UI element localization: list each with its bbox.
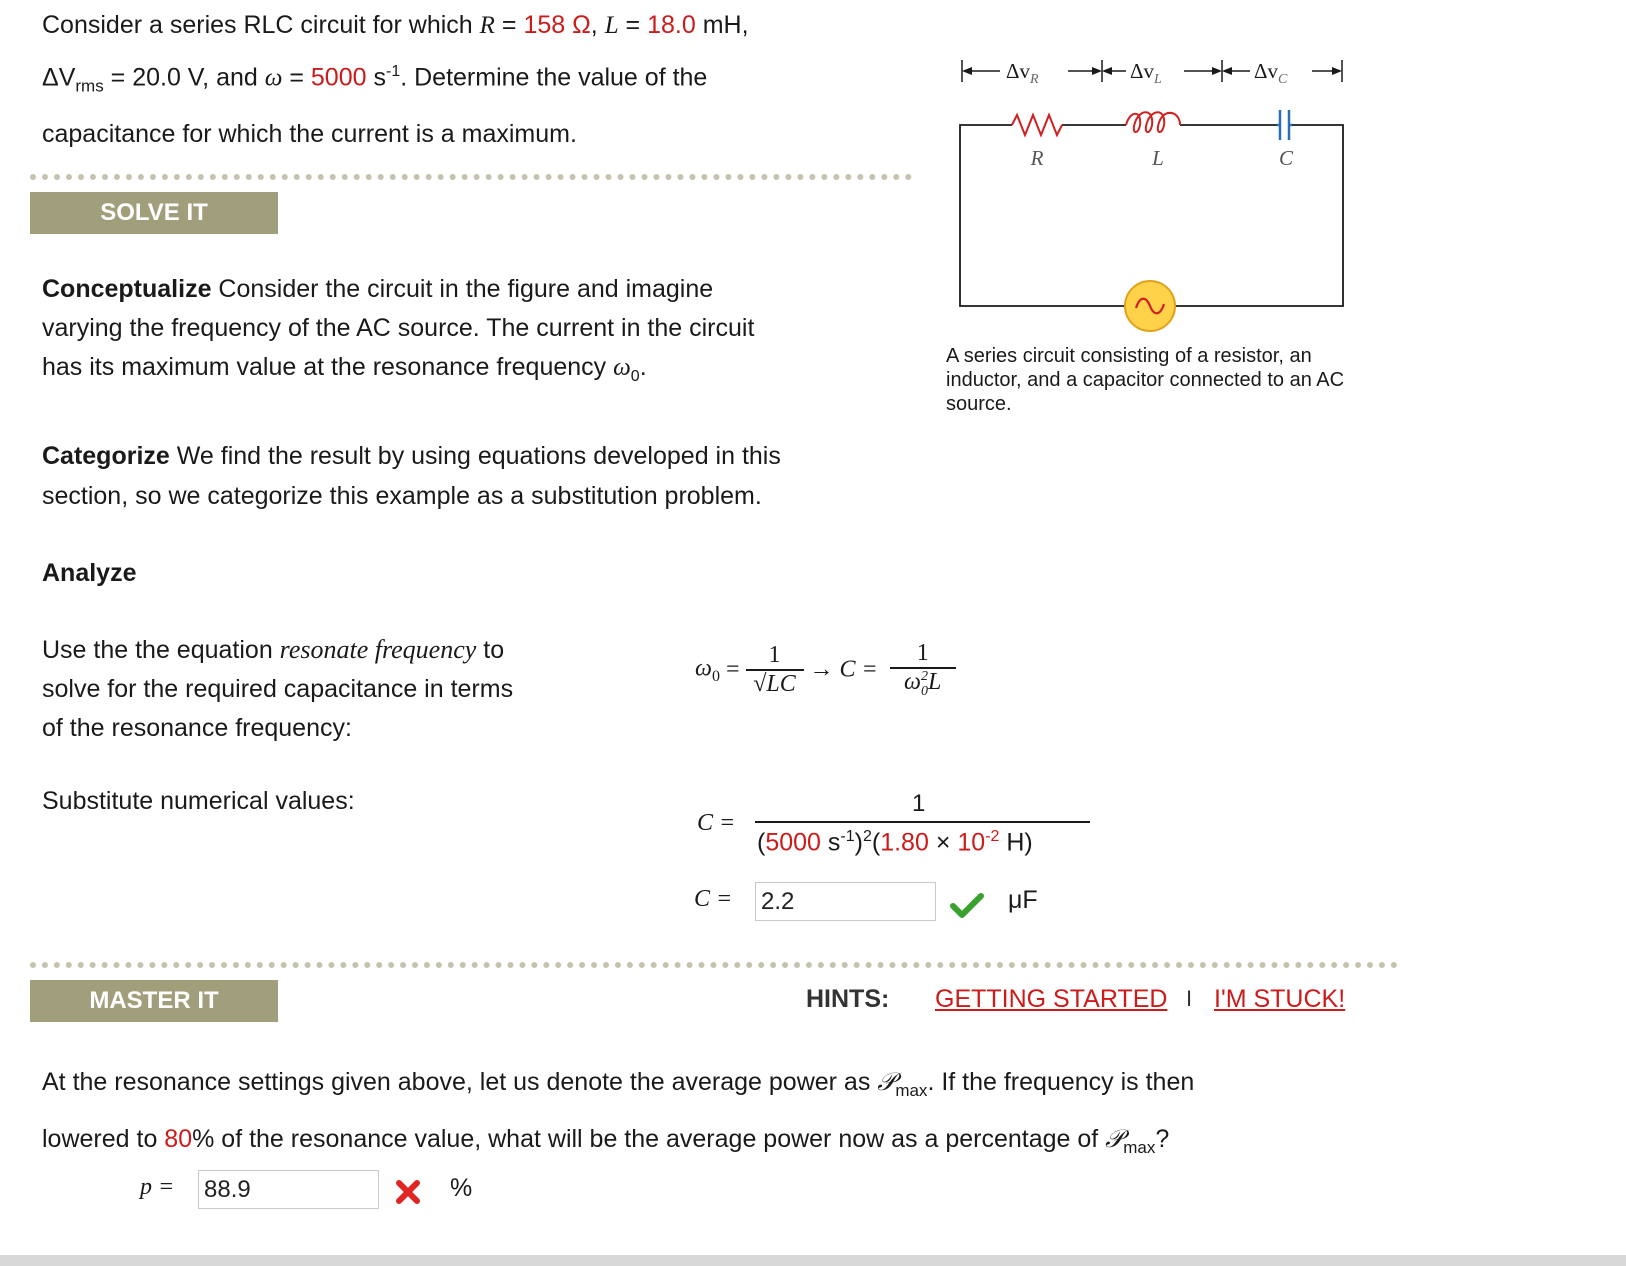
eq2-fraction-bar xyxy=(755,821,1090,823)
capacitor-label: C xyxy=(1278,146,1294,170)
figure-caption: A series circuit consisting of a resistor, an inductor, and a capacitor connected to an AC source. xyxy=(946,345,1345,415)
eq2-omega-value: 5000 xyxy=(765,828,821,857)
answer-c-label: C = xyxy=(694,886,733,912)
eq1-omega-subscript: 0 xyxy=(711,668,720,686)
answer-c-unit: μF xyxy=(1008,886,1038,914)
hints-label: HINTS: xyxy=(806,985,890,1013)
conceptualize-text: has its maximum value at the resonance frequency xyxy=(42,353,614,381)
eq2-l-value: 1.80 xyxy=(880,828,929,857)
power-subscript: max xyxy=(895,1081,928,1100)
omega0-symbol: ω xyxy=(613,354,631,381)
analyze-text: Use the the equation xyxy=(42,636,280,664)
eq1-den-sub: 0 xyxy=(921,683,928,699)
divider xyxy=(30,962,1398,968)
conceptualize-paragraph xyxy=(42,270,922,396)
eq2-power-exponent: -2 xyxy=(985,828,1000,845)
omega0-subscript: 0 xyxy=(630,368,640,385)
eq2-exponent: -1 xyxy=(840,828,855,845)
dv-symbol: ΔV xyxy=(42,63,76,92)
master-text: . If the frequency is then xyxy=(927,1068,1195,1096)
eq2-text: ( xyxy=(871,828,881,857)
conceptualize-text: Consider the circuit in the figure and imagine xyxy=(211,275,714,303)
equation-name: resonate frequency xyxy=(279,635,477,664)
eq1-denominator: √LC xyxy=(753,670,796,697)
omega-value: 5000 xyxy=(310,63,367,92)
resistor-icon xyxy=(1012,115,1062,135)
analyze-heading: Analyze xyxy=(42,559,137,587)
eq1-fraction-2 xyxy=(890,640,956,700)
eq2-text: ) xyxy=(854,828,863,857)
eq2-numerator: 1 xyxy=(912,790,926,817)
circuit-figure xyxy=(940,50,1370,340)
omega-exponent: -1 xyxy=(385,63,401,80)
analyze-line-1 xyxy=(42,630,642,670)
problem-line-2: $\Delta V_{rms} = 20.0$ V, and ω = 5000 $s^{-1}$. Determine the value of the xyxy=(42,63,708,96)
inductor-icon xyxy=(1126,112,1180,132)
master-it-header: MASTER IT xyxy=(30,980,278,1022)
circuit-diagram xyxy=(940,50,1370,340)
answer-p-label: p = xyxy=(140,1174,175,1200)
solve-it-header: SOLVE IT xyxy=(30,192,278,234)
capacitance-input[interactable]: 2.2 xyxy=(755,882,936,921)
master-text: lowered to xyxy=(42,1125,165,1153)
eq2-lhs: C = xyxy=(697,810,736,836)
l-symbol: L xyxy=(604,12,619,39)
inductor-label: L xyxy=(1152,146,1164,170)
l-unit: mH, xyxy=(702,11,749,39)
analyze-text: to xyxy=(476,636,505,664)
eq2-text: s xyxy=(820,828,841,857)
l-value: 18.0 xyxy=(647,11,696,39)
master-question xyxy=(42,1058,1602,1172)
analyze-instructions xyxy=(42,630,642,748)
master-line-2 xyxy=(42,1115,1602,1172)
eq1-den-l: L xyxy=(928,669,942,695)
resistor-label: R xyxy=(1030,146,1044,170)
omega-symbol: ω xyxy=(264,64,283,92)
substitute-text: Substitute numerical values: xyxy=(42,787,355,815)
eq1-denominator-2 xyxy=(890,669,956,700)
categorize-paragraph xyxy=(42,436,922,516)
eq2-text: ( xyxy=(757,828,766,857)
power-symbol: 𝒫 xyxy=(877,1069,896,1096)
problem-line-1: Consider a series RLC circuit for which R = 158 Ω, L = 18.0 mH, xyxy=(42,11,749,39)
r-value: 158 Ω xyxy=(523,11,591,39)
conceptualize-line-2: varying the frequency of the AC source. The current in the circuit xyxy=(42,314,755,342)
eq2-power-base: 10 xyxy=(957,828,986,857)
eq1-numerator: 1 xyxy=(746,642,804,671)
dv-l-label: $\Delta v_L$ xyxy=(1130,59,1162,87)
analyze-line-3: of the resonance frequency: xyxy=(42,714,352,742)
power-percent-input[interactable]: 88.9 xyxy=(198,1170,379,1209)
hint-separator: I xyxy=(1186,986,1193,1011)
eq1-arrow: → C = xyxy=(809,656,878,683)
eq1-omega: ω xyxy=(695,655,712,682)
frequency-percent: 80 xyxy=(164,1125,193,1153)
omega-unit: s xyxy=(373,63,386,92)
master-text: % of the resonance value, what will be the average power now as a percentage of xyxy=(192,1125,1106,1153)
eq1-numerator-2: 1 xyxy=(890,640,956,669)
problem-line-3: capacitance for which the current is a maximum. xyxy=(42,120,577,149)
eq1-den-sup: 2 xyxy=(921,669,928,684)
getting-started-link[interactable]: GETTING STARTED xyxy=(935,985,1168,1013)
dv-subscript: rms xyxy=(75,76,104,96)
categorize-line-2: section, so we categorize this example as a substitution problem. xyxy=(42,482,762,510)
eq1-fraction xyxy=(746,642,804,698)
capacitor-icon xyxy=(1277,110,1292,140)
cross-icon xyxy=(394,1178,422,1206)
problem-text: Consider a series RLC circuit for which xyxy=(42,11,480,39)
page-bottom-bar xyxy=(0,1255,1626,1266)
dv-c-label: $\Delta v_C$ xyxy=(1254,59,1288,87)
eq2-denominator xyxy=(757,828,1033,857)
dv-r-label: $\Delta v_R$ xyxy=(1006,59,1039,87)
conceptualize-line-1 xyxy=(42,270,922,309)
categorize-text: We find the result by using equations developed in this xyxy=(169,442,781,470)
check-icon xyxy=(950,892,984,918)
power-symbol: 𝒫 xyxy=(1105,1126,1124,1153)
r-symbol: R xyxy=(479,12,495,39)
power-subscript: max xyxy=(1123,1138,1156,1157)
eq2-square: 2 xyxy=(862,828,872,845)
eq2-text: × xyxy=(928,828,958,857)
master-text: ? xyxy=(1155,1125,1170,1153)
conceptualize-heading: Conceptualize xyxy=(42,275,212,303)
problem-text: . Determine the value of the xyxy=(400,63,708,92)
eq1-den-omega: ω xyxy=(904,669,921,695)
dv-value: 20.0 V, and xyxy=(132,63,258,92)
categorize-line-1 xyxy=(42,436,922,476)
analyze-line-2: solve for the required capacitance in terms xyxy=(42,675,514,703)
im-stuck-link[interactable]: I'M STUCK! xyxy=(1214,985,1346,1013)
eq2-text: H) xyxy=(999,828,1033,857)
master-text: At the resonance settings given above, let us denote the average power as xyxy=(42,1068,878,1096)
problem-statement xyxy=(42,5,922,154)
answer-p-unit: % xyxy=(450,1174,473,1202)
categorize-heading: Categorize xyxy=(42,442,170,470)
ac-source-icon xyxy=(1125,281,1175,331)
divider xyxy=(30,174,912,180)
conceptualize-line-3: has its maximum value at the resonance frequency $\omega_0$. xyxy=(42,353,647,385)
resonance-equation: $\omega_0$ = $\frac{1}{√LC}$ → C = $\frac{1}{\omega_0^2L}$ xyxy=(695,640,956,700)
master-line-1 xyxy=(42,1058,1602,1115)
